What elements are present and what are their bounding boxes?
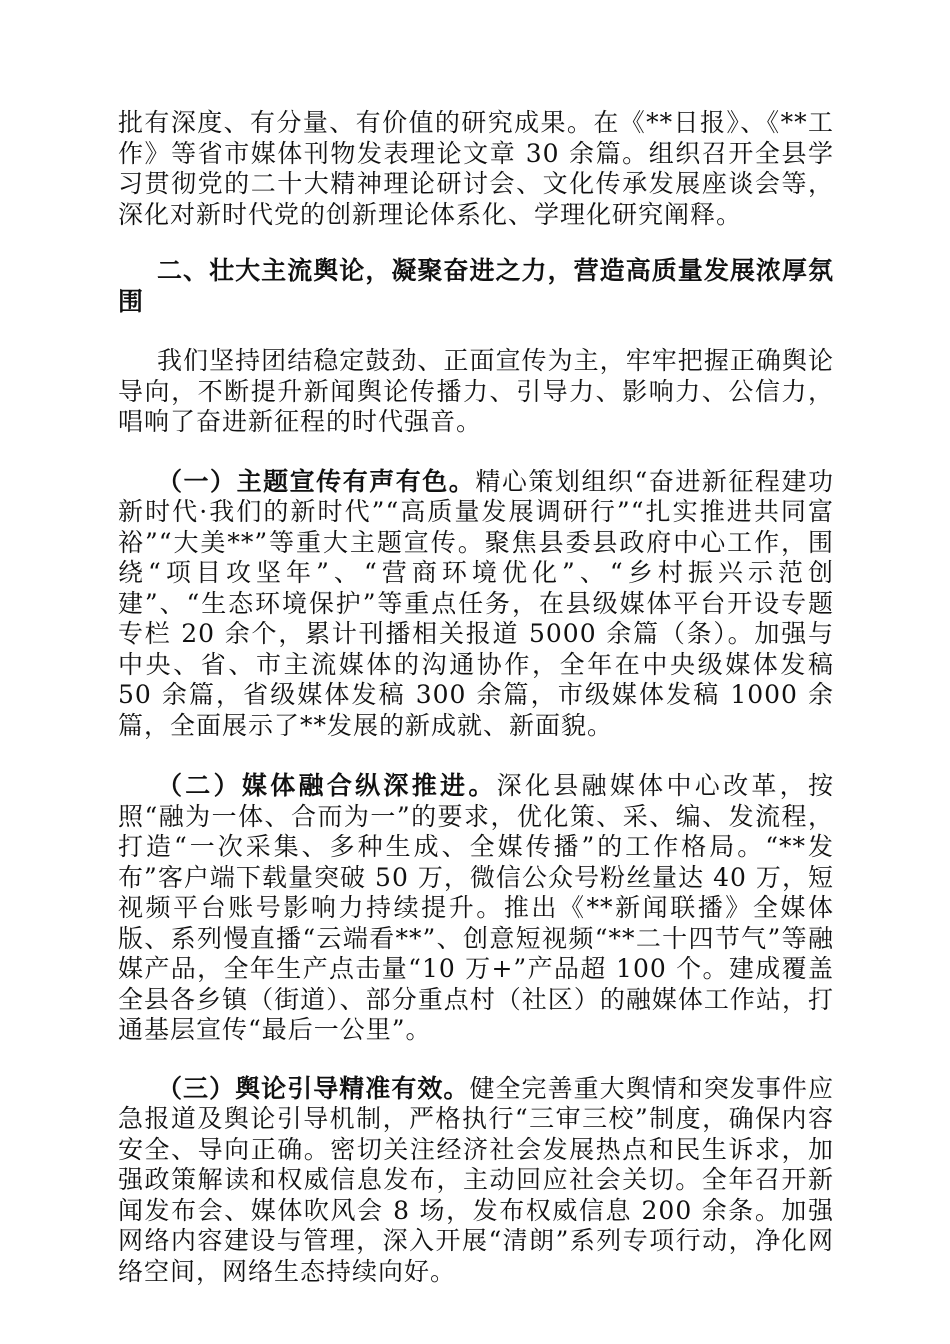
paragraph-opinion-guidance: [118, 1074, 834, 1288]
subheading-opinion-guidance: （三）舆论引导精准有效。: [157, 1073, 470, 1103]
paragraph-theme-publicity: [118, 467, 834, 742]
paragraph-continuation: 批有深度、有分量、有价值的研究成果。在《**日报》、《**工作》等省市媒体刊物发表理论文章 30 余篇。组织召开全县学习贯彻党的二十大精神理论研讨会、文化传承发展座谈会等，深化对新时代党的创新理论体系化、学理化研究阐释。: [118, 108, 834, 229]
section-heading-2: 二、壮大主流舆论，凝聚奋进之力，营造高质量发展浓厚氛围: [118, 256, 834, 316]
paragraph-section-intro: 我们坚持团结稳定鼓劲、正面宣传为主，牢牢把握正确舆论导向，不断提升新闻舆论传播力、引导力、影响力、公信力，唱响了奋进新征程的时代强音。: [118, 346, 834, 436]
paragraph-body: 深化县融媒体中心改革，按照“融为一体、合而为一”的要求，优化策、采、编、发流程，打造“一次采集、多种生成、全媒传播”的工作格局。“**发布”客户端下载量突破 50 万，微信公众号粉丝量达 40 万，短视频平台账号影响力持续提升。推出《**新闻联播》全媒体版、系列慢直播“云端看**”、创意短视频“**二十四节气”等融媒产品，全年生产点击量“10 万+”产品超 100 个。建成覆盖全县各乡镇（街道）、部分重点村（社区）的融媒体工作站，打通基层宣传“最后一公里”。: [118, 771, 834, 1044]
subheading-theme-publicity: （一）主题宣传有声有色。: [157, 466, 476, 496]
paragraph-media-integration: [118, 771, 834, 1046]
paragraph-body: 健全完善重大舆情和突发事件应急报道及舆论引导机制，严格执行“三审三校”制度，确保内容安全、导向正确。密切关注经济社会发展热点和民生诉求，加强政策解读和权威信息发布，主动回应社会关切。全年召开新闻发布会、媒体吹风会 8 场，发布权威信息 200 余条。加强网络内容建设与管理，深入开展“清朗”系列专项行动，净化网络空间，网络生态持续向好。: [118, 1073, 834, 1286]
paragraph-body: 精心策划组织“奋进新征程建功新时代·我们的新时代”“高质量发展调研行”“扎实推进共同富裕”“大美**”等重大主题宣传。聚焦县委县政府中心工作，围绕“项目攻坚年”、“营商环境优化”、“乡村振兴示范创建”、“生态环境保护”等重点任务，在县级媒体平台开设专题专栏 20 余个，累计刊播相关报道 5000 余篇（条）。加强与中央、省、市主流媒体的沟通协作，全年在中央级媒体发稿 50 余篇，省级媒体发稿 300 余篇，市级媒体发稿 1000 余篇，全面展示了**发展的新成就、新面貌。: [118, 466, 834, 740]
document-page: [118, 108, 834, 1287]
subheading-media-integration: （二）媒体融合纵深推进。: [157, 771, 497, 800]
